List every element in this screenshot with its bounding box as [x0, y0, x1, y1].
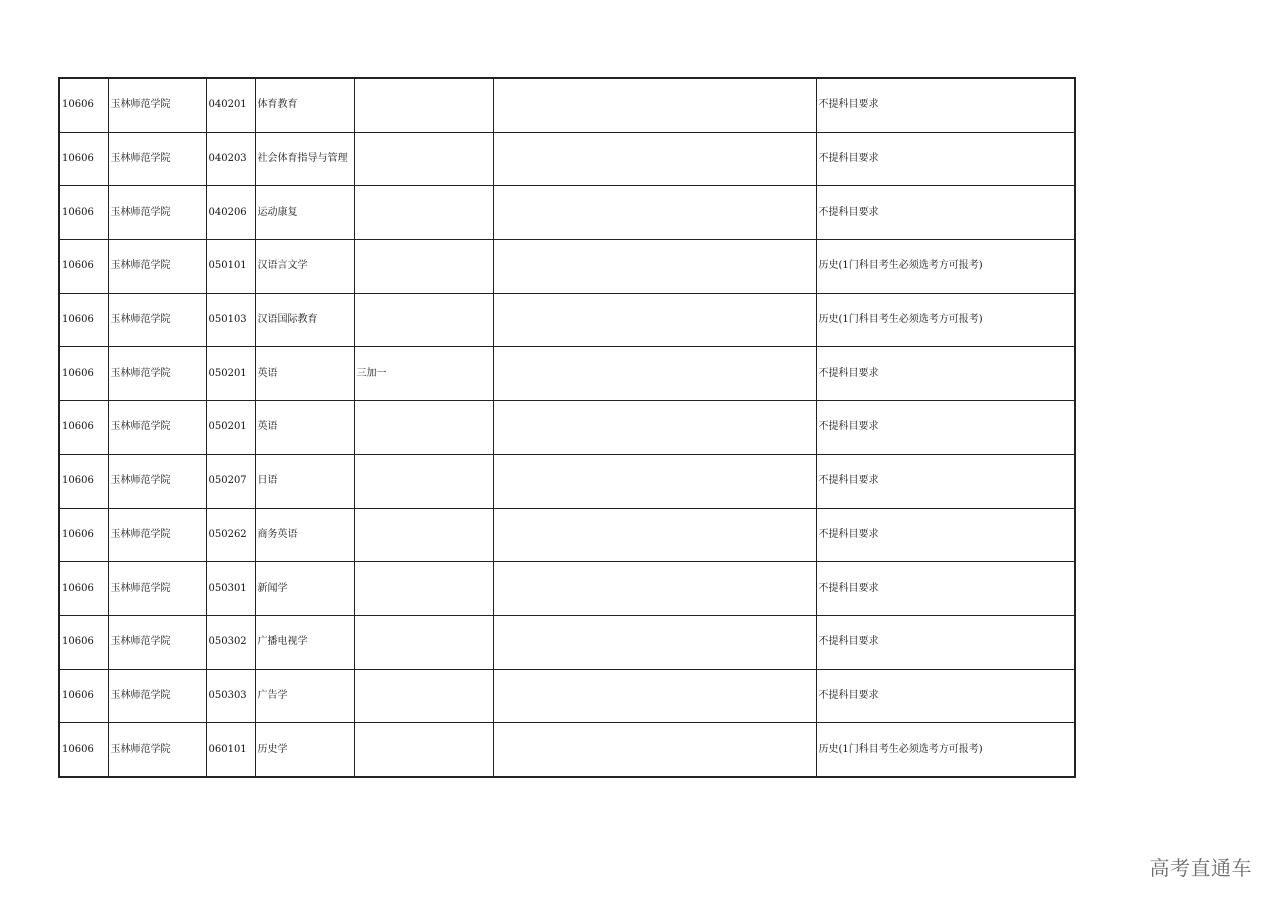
table-row	[59, 454, 1075, 508]
note-cell	[354, 186, 493, 240]
school-name-cell: 玉林师范学院	[108, 723, 206, 777]
remark-cell	[493, 78, 816, 132]
table-row	[59, 615, 1075, 669]
note-cell	[354, 723, 493, 777]
remark-cell	[493, 401, 816, 455]
school-code-cell: 10606	[59, 78, 108, 132]
remark-cell	[493, 347, 816, 401]
school-name-cell: 玉林师范学院	[108, 562, 206, 616]
subject-requirement-cell: 不提科目要求	[816, 347, 1075, 401]
table-row	[59, 132, 1075, 186]
remark-cell	[493, 186, 816, 240]
note-cell	[354, 615, 493, 669]
major-name-cell: 汉语言文学	[255, 240, 354, 294]
subject-requirement-cell: 不提科目要求	[816, 186, 1075, 240]
table-row	[59, 186, 1075, 240]
major-code-cell: 050301	[206, 562, 255, 616]
note-cell	[354, 669, 493, 723]
major-name-cell: 广播电视学	[255, 615, 354, 669]
subject-requirement-cell: 不提科目要求	[816, 562, 1075, 616]
major-name-cell: 历史学	[255, 723, 354, 777]
subject-requirement-cell: 历史(1门科目考生必须选考方可报考)	[816, 293, 1075, 347]
major-name-cell: 运动康复	[255, 186, 354, 240]
major-name-cell: 日语	[255, 454, 354, 508]
remark-cell	[493, 508, 816, 562]
subject-requirement-cell: 不提科目要求	[816, 401, 1075, 455]
school-name-cell: 玉林师范学院	[108, 454, 206, 508]
major-code-cell: 060101	[206, 723, 255, 777]
table-row	[59, 347, 1075, 401]
note-cell	[354, 508, 493, 562]
school-name-cell: 玉林师范学院	[108, 508, 206, 562]
school-name-cell: 玉林师范学院	[108, 669, 206, 723]
remark-cell	[493, 240, 816, 294]
admission-table	[58, 77, 1076, 778]
school-name-cell: 玉林师范学院	[108, 615, 206, 669]
major-code-cell: 050303	[206, 669, 255, 723]
major-code-cell: 050103	[206, 293, 255, 347]
school-code-cell: 10606	[59, 293, 108, 347]
school-code-cell: 10606	[59, 347, 108, 401]
school-code-cell: 10606	[59, 615, 108, 669]
note-cell	[354, 401, 493, 455]
table-row	[59, 293, 1075, 347]
remark-cell	[493, 562, 816, 616]
major-code-cell: 050101	[206, 240, 255, 294]
table-row	[59, 723, 1075, 777]
subject-requirement-cell: 不提科目要求	[816, 132, 1075, 186]
remark-cell	[493, 723, 816, 777]
note-cell	[354, 240, 493, 294]
table-row	[59, 401, 1075, 455]
note-cell	[354, 293, 493, 347]
subject-requirement-cell: 不提科目要求	[816, 615, 1075, 669]
school-code-cell: 10606	[59, 401, 108, 455]
major-name-cell: 英语	[255, 401, 354, 455]
major-code-cell: 050262	[206, 508, 255, 562]
remark-cell	[493, 669, 816, 723]
major-code-cell: 040201	[206, 78, 255, 132]
remark-cell	[493, 454, 816, 508]
school-code-cell: 10606	[59, 562, 108, 616]
major-code-cell: 050201	[206, 401, 255, 455]
major-code-cell: 050201	[206, 347, 255, 401]
major-name-cell: 英语	[255, 347, 354, 401]
major-code-cell: 050207	[206, 454, 255, 508]
school-code-cell: 10606	[59, 508, 108, 562]
subject-requirement-cell: 不提科目要求	[816, 454, 1075, 508]
major-name-cell: 社会体育指导与管理	[255, 132, 354, 186]
school-name-cell: 玉林师范学院	[108, 293, 206, 347]
note-cell	[354, 78, 493, 132]
school-name-cell: 玉林师范学院	[108, 132, 206, 186]
major-name-cell: 广告学	[255, 669, 354, 723]
school-code-cell: 10606	[59, 132, 108, 186]
school-code-cell: 10606	[59, 723, 108, 777]
major-name-cell: 体育教育	[255, 78, 354, 132]
school-name-cell: 玉林师范学院	[108, 240, 206, 294]
watermark-text: 高考直通车	[1149, 856, 1252, 880]
remark-cell	[493, 293, 816, 347]
subject-requirement-cell: 不提科目要求	[816, 508, 1075, 562]
table-row	[59, 508, 1075, 562]
table-row	[59, 562, 1075, 616]
note-cell	[354, 562, 493, 616]
note-cell: 三加一	[354, 347, 493, 401]
major-code-cell: 050302	[206, 615, 255, 669]
subject-requirement-cell: 不提科目要求	[816, 78, 1075, 132]
note-cell	[354, 454, 493, 508]
school-name-cell: 玉林师范学院	[108, 78, 206, 132]
major-name-cell: 商务英语	[255, 508, 354, 562]
table-row	[59, 669, 1075, 723]
school-name-cell: 玉林师范学院	[108, 401, 206, 455]
school-code-cell: 10606	[59, 240, 108, 294]
remark-cell	[493, 615, 816, 669]
table-row	[59, 240, 1075, 294]
school-code-cell: 10606	[59, 454, 108, 508]
major-code-cell: 040203	[206, 132, 255, 186]
subject-requirement-cell: 不提科目要求	[816, 669, 1075, 723]
remark-cell	[493, 132, 816, 186]
school-name-cell: 玉林师范学院	[108, 186, 206, 240]
table-body	[59, 78, 1075, 777]
table-row	[59, 78, 1075, 132]
school-code-cell: 10606	[59, 186, 108, 240]
major-code-cell: 040206	[206, 186, 255, 240]
note-cell	[354, 132, 493, 186]
school-code-cell: 10606	[59, 669, 108, 723]
major-name-cell: 汉语国际教育	[255, 293, 354, 347]
school-name-cell: 玉林师范学院	[108, 347, 206, 401]
subject-requirement-cell: 历史(1门科目考生必须选考方可报考)	[816, 723, 1075, 777]
major-name-cell: 新闻学	[255, 562, 354, 616]
subject-requirement-cell: 历史(1门科目考生必须选考方可报考)	[816, 240, 1075, 294]
